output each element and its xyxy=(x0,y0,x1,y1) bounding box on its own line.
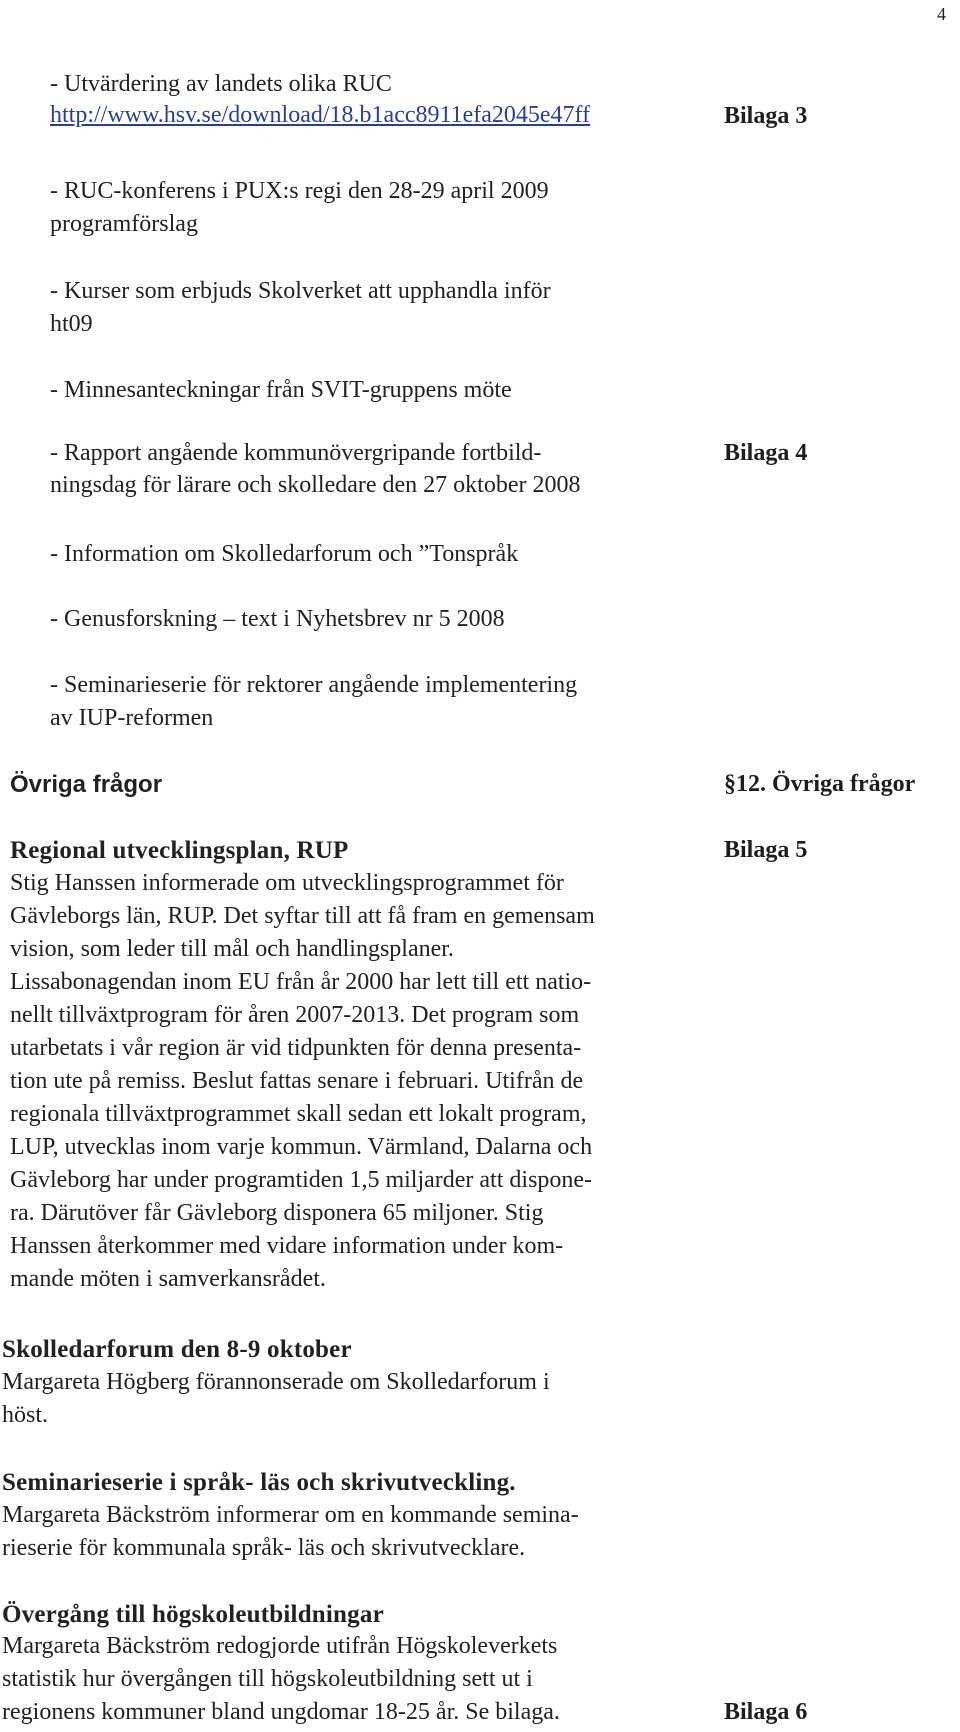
rup-line: mande möten i samverkansrådet. xyxy=(10,1266,326,1292)
rup-line: tion ute på remiss. Beslut fattas senare i februari. Utifrån de xyxy=(10,1068,584,1094)
heading-rup: Regional utvecklingsplan, RUP xyxy=(10,837,349,864)
rup-line: Gävleborg har under programtiden 1,5 miljarder att dispone- xyxy=(10,1167,593,1193)
seminarieserie-line: Margareta Bäckström informerar om en kommande semina- xyxy=(2,1502,579,1528)
rup-line: ra. Därutöver får Gävleborg disponera 65 miljoner. Stig xyxy=(10,1200,544,1226)
page-number: 4 xyxy=(937,4,946,24)
skolledarforum-paragraph xyxy=(2,1366,550,1432)
rup-line: LUP, utvecklas inom varje kommun. Värmland, Dalarna och xyxy=(10,1134,593,1160)
overgang-paragraph xyxy=(2,1630,560,1729)
section-heading-ovriga-fragor: Övriga frågor xyxy=(10,771,163,798)
rup-line: Stig Hanssen informerade om utvecklingsprogrammet för xyxy=(10,870,564,896)
bilaga-5-label: Bilaga 5 xyxy=(724,837,808,863)
list-item-gender-research: - Genusforskning – text i Nyhetsbrev nr 5 2008 xyxy=(50,606,505,632)
list-item-report: - Rapport angående kommunövergripande fortbild- xyxy=(50,440,542,466)
overgang-line: Margareta Bäckström redogjorde utifrån Högskoleverkets xyxy=(2,1633,558,1659)
list-item-ruc-conference-cont: programförslag xyxy=(50,211,198,237)
list-item-courses-cont: ht09 xyxy=(50,311,93,337)
list-item-report-cont: ningsdag för lärare och skolledare den 27 oktober 2008 xyxy=(50,472,581,498)
rup-line: Gävleborgs län, RUP. Det syftar till att få fram en gemensam xyxy=(10,903,595,929)
seminarieserie-paragraph xyxy=(2,1499,579,1565)
skolledarforum-line: Margareta Högberg förannonserade om Skolledarforum i xyxy=(2,1369,550,1395)
list-item-seminar-series: - Seminarieserie för rektorer angående implementering xyxy=(50,672,578,698)
heading-overgang: Övergång till högskoleutbildningar xyxy=(2,1601,384,1628)
heading-skolledarforum: Skolledarforum den 8-9 oktober xyxy=(2,1336,352,1363)
hsv-download-link[interactable]: http://www.hsv.se/download/18.b1acc8911efa2045e47ff xyxy=(50,102,591,128)
bilaga-4-label: Bilaga 4 xyxy=(724,440,808,466)
heading-seminarieserie: Seminarieserie i språk- läs och skrivutveckling. xyxy=(2,1469,516,1496)
list-item-ruc-evaluation: - Utvärdering av landets olika RUC xyxy=(50,71,392,97)
list-item-seminar-series-cont: av IUP-reformen xyxy=(50,705,214,731)
overgang-line: statistik hur övergången till högskoleutbildning sett ut i xyxy=(2,1666,533,1692)
overgang-line: regionens kommuner bland ungdomar 18-25 år. Se bilaga. xyxy=(2,1699,560,1725)
list-item-ruc-conference: - RUC-konferens i PUX:s regi den 28-29 april 2009 xyxy=(50,178,549,204)
rup-line: regionala tillväxtprogrammet skall sedan ett lokalt program, xyxy=(10,1101,587,1127)
rup-line: Hanssen återkommer med vidare information under kom- xyxy=(10,1233,564,1259)
section-12-label: §12. Övriga frågor xyxy=(724,771,916,797)
rup-paragraph xyxy=(10,867,595,1296)
bilaga-3-label: Bilaga 3 xyxy=(724,103,808,129)
rup-line: vision, som leder till mål och handlingsplaner. xyxy=(10,936,454,962)
bilaga-6-label: Bilaga 6 xyxy=(724,1699,808,1725)
skolledarforum-line: höst. xyxy=(2,1402,49,1428)
list-item-information: - Information om Skolledarforum och ”Tonspråk xyxy=(50,541,519,567)
rup-line: utarbetats i vår region är vid tidpunkten för denna presenta- xyxy=(10,1035,582,1061)
rup-line: Lissabonagendan inom EU från år 2000 har lett till ett natio- xyxy=(10,969,592,995)
seminarieserie-line: rieserie för kommunala språk- läs och skrivutvecklare. xyxy=(2,1535,526,1561)
list-item-svit-notes: - Minnesanteckningar från SVIT-gruppens möte xyxy=(50,377,512,403)
list-item-courses: - Kurser som erbjuds Skolverket att upphandla inför xyxy=(50,278,551,304)
rup-line: nellt tillväxtprogram för åren 2007-2013. Det program som xyxy=(10,1002,580,1028)
